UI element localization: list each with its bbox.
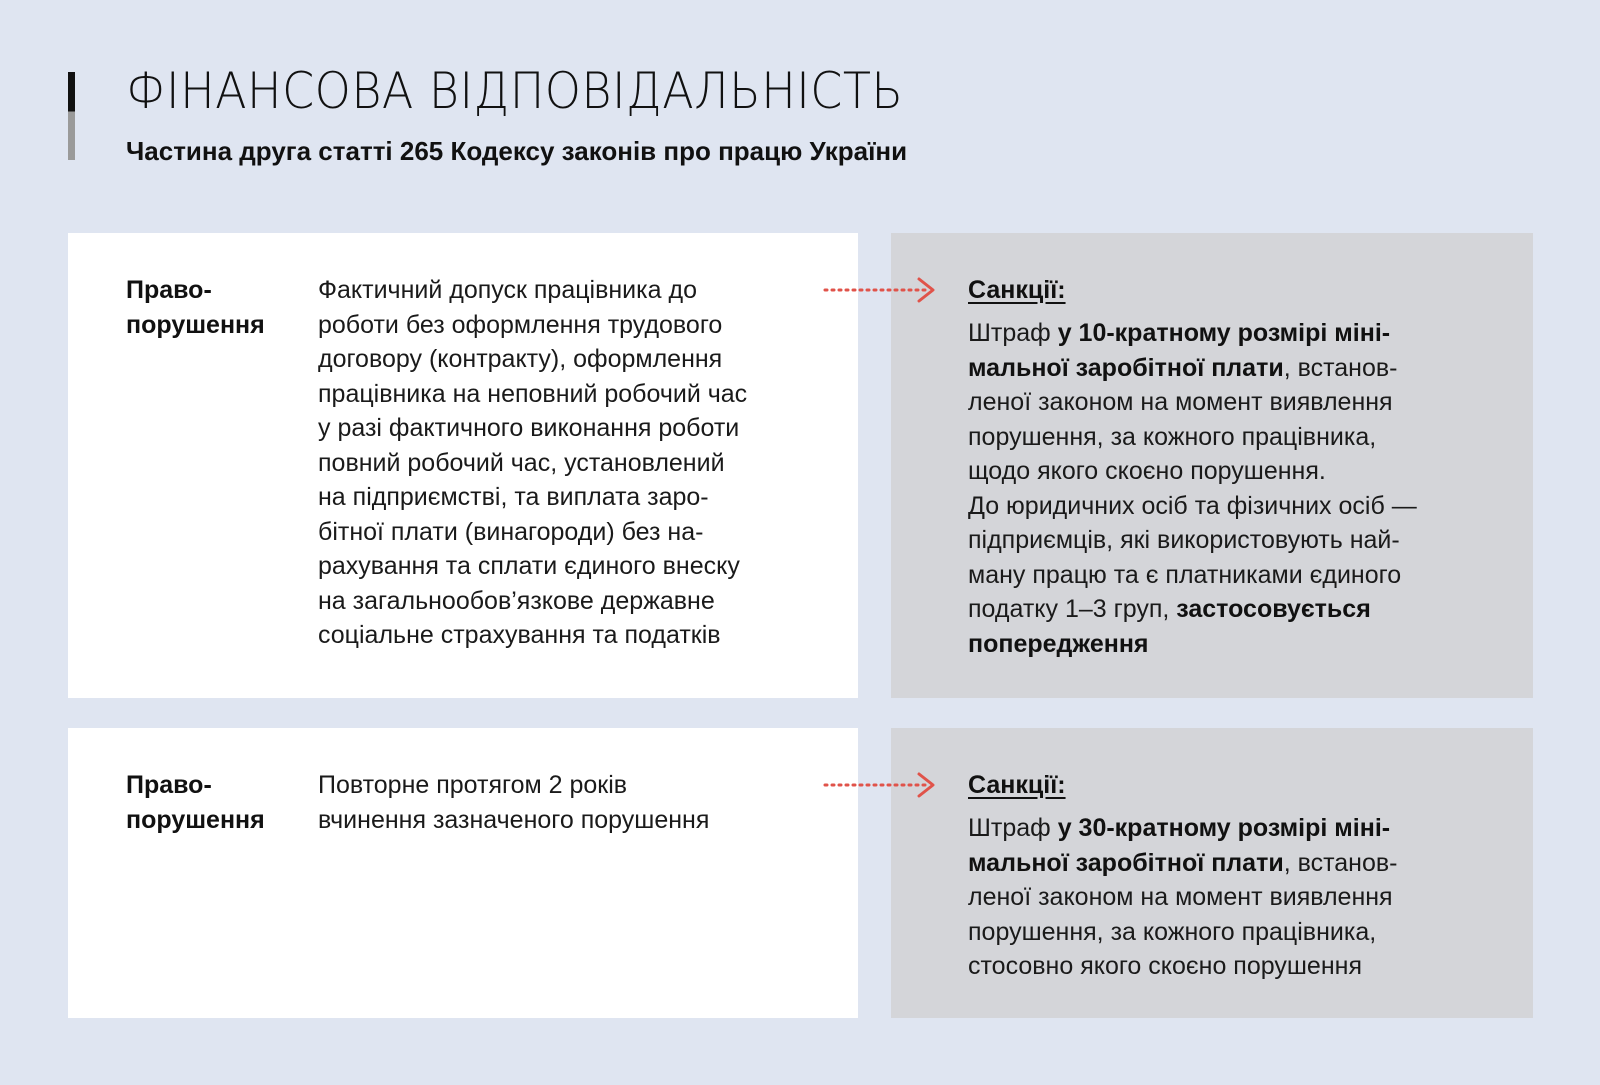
sanctions-line: [968, 489, 1417, 524]
violation-label-line: порушення: [126, 310, 265, 339]
sanctions-run: підприємців, які використовують най-: [968, 526, 1400, 554]
violation-line: Повторне протягом 2 років: [318, 771, 628, 799]
violation-line: на загальнообов’язкове державне: [318, 586, 715, 615]
sanctions-run: ману працю та є платниками єдиного: [968, 560, 1402, 589]
sanctions-run: леної законом на момент виявлення: [968, 388, 1393, 416]
violation-line: рахування та сплати єдиного внеску: [318, 552, 740, 580]
dotted-arrow-icon: [823, 770, 943, 800]
sanctions-line: [968, 811, 1397, 846]
sanctions-text: [968, 316, 1417, 661]
sanctions-line: [968, 915, 1397, 950]
page-subtitle: Частина друга статті 265 Кодексу законів про працю України: [126, 136, 908, 166]
violation-label-line: Право-: [126, 771, 212, 799]
sanctions-run: Штраф: [968, 319, 1058, 347]
violation-line: на підприємстві, та виплата заро-: [318, 483, 709, 511]
sanctions-line: [968, 846, 1397, 881]
dotted-arrow-icon: [823, 275, 943, 305]
sanctions-line: [968, 454, 1417, 489]
violation-label: [126, 768, 265, 837]
sanctions-emphasis: у 10-кратному розмірі міні-: [1057, 319, 1391, 347]
violation-text: [318, 273, 747, 653]
violation-label-line: порушення: [126, 805, 265, 834]
sanctions-line: [968, 627, 1417, 662]
violation-line: працівника на неповний робочий час: [318, 379, 748, 408]
sanctions-emphasis: мальної заробітної плати: [968, 353, 1284, 382]
sanctions-line: [968, 523, 1417, 558]
violation-line: соціальне страхування та податків: [318, 621, 721, 649]
sanctions-emphasis: попередження: [968, 629, 1149, 658]
sanctions-emphasis: мальної заробітної плати: [968, 848, 1284, 877]
sanctions-line: [968, 351, 1417, 386]
sanctions-run: щодо якого скоєно порушення.: [968, 457, 1326, 485]
sanctions-run: податку 1–3 груп,: [968, 595, 1177, 623]
violation-label: [126, 273, 265, 342]
sanctions-run: леної законом на момент виявлення: [968, 883, 1393, 911]
violation-line: вчинення зазначеного порушення: [318, 805, 710, 834]
sanctions-line: [968, 316, 1417, 351]
sanctions-line: [968, 420, 1417, 455]
sanctions-heading: Санкції:: [968, 276, 1066, 304]
sanctions-line: [968, 558, 1417, 593]
violation-label-line: Право-: [126, 276, 212, 304]
sanctions-run: Штраф: [968, 814, 1058, 842]
title-accent-bar: [68, 72, 75, 160]
violation-text: [318, 768, 709, 837]
sanctions-heading: Санкції:: [968, 771, 1066, 799]
sanctions-run: , встанов-: [1283, 353, 1398, 382]
sanctions-text: [968, 811, 1397, 984]
violation-line: повний робочий час, установлений: [318, 448, 725, 477]
sanctions-emphasis: у 30-кратному розмірі міні-: [1057, 814, 1391, 842]
sanctions-line: [968, 385, 1417, 420]
sanctions-line: [968, 880, 1397, 915]
sanctions-emphasis: застосовується: [1176, 595, 1371, 623]
sanctions-line: [968, 949, 1397, 984]
sanctions-run: , встанов-: [1283, 848, 1398, 877]
sanctions-line: [968, 592, 1417, 627]
sanctions-run: стосовно якого скоєно порушення: [968, 952, 1362, 980]
violation-line: договору (контракту), оформлення: [318, 345, 723, 373]
violation-line: роботи без оформлення трудового: [318, 310, 723, 339]
violation-row-1: [68, 233, 1533, 698]
sanctions-run: порушення, за кожного працівника,: [968, 422, 1377, 451]
page-title: ФІНАНСОВА ВІДПОВІДАЛЬНІСТЬ: [126, 62, 904, 120]
sanctions-run: порушення, за кожного працівника,: [968, 917, 1377, 946]
sanctions-run: До юридичних осіб та фізичних осіб —: [968, 491, 1417, 520]
violation-row-2: [68, 728, 1533, 1018]
violation-line: у разі фактичного виконання роботи: [318, 414, 740, 442]
violation-line: Фактичний допуск працівника до: [318, 276, 697, 304]
violation-line: бітної плати (винагороди) без на-: [318, 517, 704, 546]
